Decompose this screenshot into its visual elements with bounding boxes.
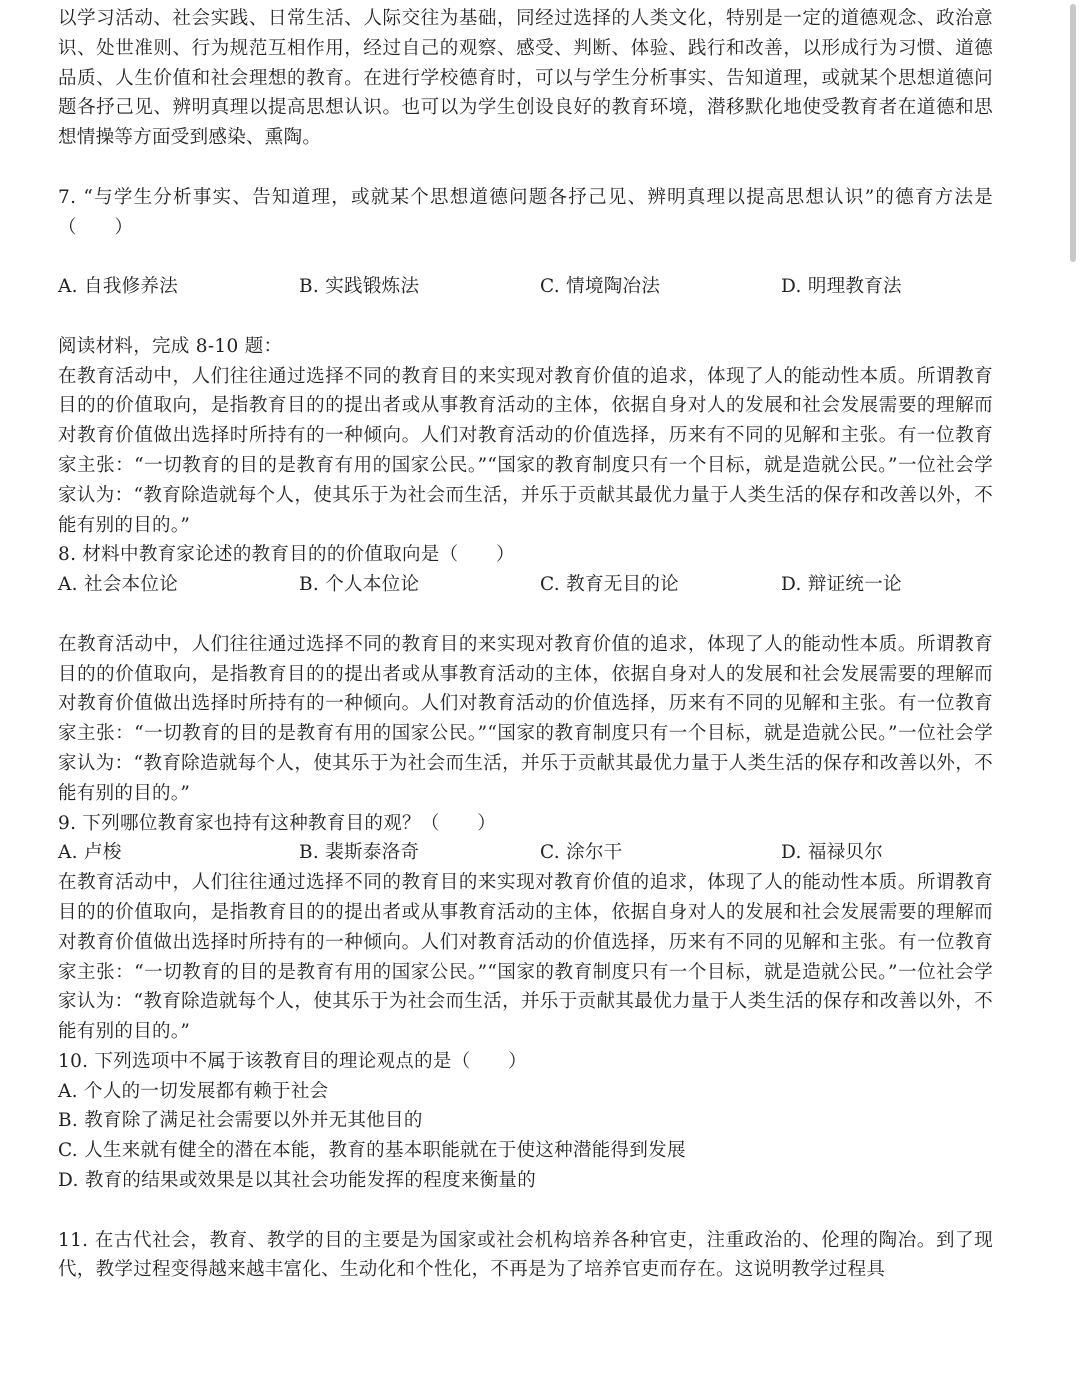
question-8-options (58, 570, 993, 600)
question-7: 7. “与学生分析事实、告知道理，或就某个思想道德问题各抒己见、辨明真理以提高思想认识”的德育方法是（ ） (58, 186, 993, 238)
spacer (58, 1196, 993, 1226)
spacer (58, 153, 993, 183)
option-a: A. 社会本位论 (58, 574, 179, 596)
option-c: C. 教育无目的论 (540, 574, 679, 596)
option-d: D. 教育的结果或效果是以其社会功能发挥的程度来衡量的 (58, 1170, 537, 1192)
option-a: A. 个人的一切发展都有赖于社会 (58, 1080, 329, 1102)
option-a: A. 卢梭 (58, 842, 122, 864)
question-9-options (58, 838, 993, 868)
option-c: C. 涂尔干 (540, 842, 623, 864)
option-a: A. 自我修养法 (58, 276, 179, 298)
option-d: D. 福禄贝尔 (781, 842, 884, 864)
vertical-scrollbar[interactable] (1070, 4, 1076, 262)
spacer (58, 600, 993, 630)
document-page (58, 4, 993, 1285)
question-9: 9. 下列哪位教育家也持有这种教育目的观？（ ） (58, 812, 497, 834)
reading-material: 在教育活动中，人们往往通过选择不同的教育目的来实现对教育价值的追求，体现了人的能动性本质。所谓教育目的的价值取向，是指教育目的的提出者或从事教育活动的主体，依据自身对人的发展和社会发展需要的理解而对教育价值做出选择时所持有的一种倾向。人们对教育活动的价值选择，历来有不同的见解和主张。有一位教育家主张：“一切教育的目的是教育有用的国家公民。”“国家的教育制度只有一个目标，就是造就公民。”一位社会学家认为：“教育除造就每个人，使其乐于为社会而生活，并乐于贡献其最优力量于人类生活的保存和改善以外，不能有别的目的。” (58, 365, 993, 536)
option-c: C. 情境陶冶法 (540, 276, 661, 298)
option-b: B. 个人本位论 (299, 574, 420, 596)
reading-prompt: 阅读材料，完成 8-10 题： (58, 335, 283, 357)
question-8: 8. 材料中教育家论述的教育目的的价值取向是（ ） (58, 544, 515, 566)
intro-paragraph: 以学习活动、社会实践、日常生活、人际交往为基础，同经过选择的人类文化，特别是一定的道德观念、政治意识、处世准则、行为规范互相作用，经过自己的观察、感受、判断、体验、践行和改善，以形成行为习惯、道德品质、人生价值和社会理想的教育。在进行学校德育时，可以与学生分析事实、告知道理，或就某个思想道德问题各抒己见、辨明真理以提高思想认识。也可以为学生创设良好的教育环境，潜移默化地使受教育者在道德和思想情操等方面受到感染、熏陶。 (58, 8, 993, 149)
question-10: 10. 下列选项中不属于该教育目的理论观点的是（ ） (58, 1050, 527, 1072)
option-b: B. 实践锻炼法 (299, 276, 420, 298)
reading-material-repeat: 在教育活动中，人们往往通过选择不同的教育目的来实现对教育价值的追求，体现了人的能动性本质。所谓教育目的的价值取向，是指教育目的的提出者或从事教育活动的主体，依据自身对人的发展和社会发展需要的理解而对教育价值做出选择时所持有的一种倾向。人们对教育活动的价值选择，历来有不同的见解和主张。有一位教育家主张：“一切教育的目的是教育有用的国家公民。”“国家的教育制度只有一个目标，就是造就公民。”一位社会学家认为：“教育除造就每个人，使其乐于为社会而生活，并乐于贡献其最优力量于人类生活的保存和改善以外，不能有别的目的。” (58, 633, 993, 804)
question-11: 11. 在古代社会，教育、教学的目的主要是为国家或社会机构培养各种官吏，注重政治的、伦理的陶冶。到了现代，教学过程变得越来越丰富化、生动化和个性化，不再是为了培养官吏而存在。这说明教学过程具 (58, 1229, 993, 1281)
option-b: B. 裴斯泰洛奇 (299, 842, 420, 864)
option-c: C. 人生来就有健全的潜在本能，教育的基本职能就在于使这种潜能得到发展 (58, 1140, 686, 1162)
question-7-options (58, 272, 993, 302)
reading-material-repeat: 在教育活动中，人们往往通过选择不同的教育目的来实现对教育价值的追求，体现了人的能动性本质。所谓教育目的的价值取向，是指教育目的的提出者或从事教育活动的主体，依据自身对人的发展和社会发展需要的理解而对教育价值做出选择时所持有的一种倾向。人们对教育活动的价值选择，历来有不同的见解和主张。有一位教育家主张：“一切教育的目的是教育有用的国家公民。”“国家的教育制度只有一个目标，就是造就公民。”一位社会学家认为：“教育除造就每个人，使其乐于为社会而生活，并乐于贡献其最优力量于人类生活的保存和改善以外，不能有别的目的。” (58, 872, 993, 1043)
option-b: B. 教育除了满足社会需要以外并无其他目的 (58, 1110, 423, 1132)
spacer (58, 302, 993, 332)
spacer (58, 242, 993, 272)
option-d: D. 明理教育法 (781, 276, 902, 298)
option-d: D. 辩证统一论 (781, 574, 902, 596)
